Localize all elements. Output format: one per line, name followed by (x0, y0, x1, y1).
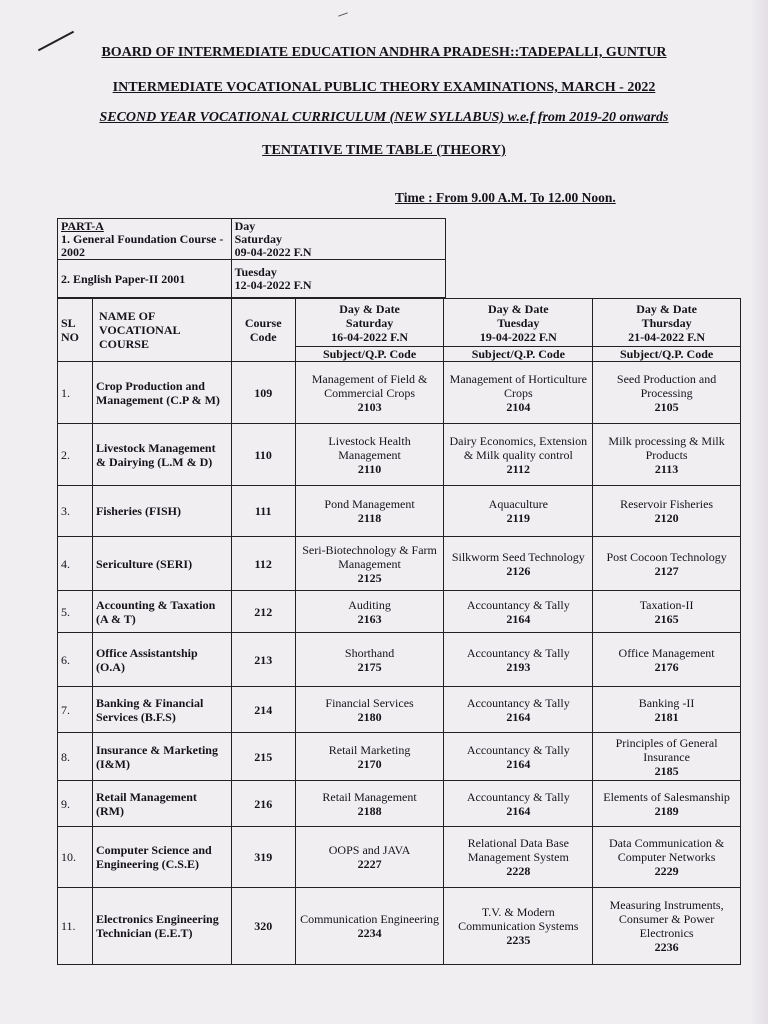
row-qp-code-1: 2118 (357, 511, 382, 525)
row-qp-code-1: 2110 (357, 461, 382, 476)
subhead-2: Subject/Q.P. Code (444, 347, 593, 362)
row-subject-3: Taxation-II (639, 597, 694, 612)
row-subject-3: Data Communication & Computer Networks (608, 836, 725, 864)
row-qp-code-1: 2170 (357, 756, 382, 771)
row-sl: 10. (61, 850, 76, 864)
row-subject-1: Retail Marketing (328, 742, 411, 757)
row-subject-1: OOPS and JAVA (328, 843, 411, 857)
row-sl: 11. (61, 919, 76, 933)
row-sl: 2. (61, 447, 70, 462)
row-qp-code-2: 2228 (506, 864, 531, 878)
row-course-name: Computer Science and Engineering (C.S.E) (95, 843, 212, 871)
row-qp-code-3: 2185 (654, 763, 679, 778)
row-qp-code-3: 2127 (654, 563, 679, 578)
day-header-1 (295, 299, 444, 347)
row-course-code: 320 (254, 919, 273, 933)
row-qp-code-1: 2234 (357, 926, 382, 940)
part-a-date-2: 12-04-2022 F.N (234, 277, 312, 292)
col-header-name: NAME OF VOCATIONAL COURSE (92, 299, 231, 362)
part-a-title: PART-A (61, 219, 104, 233)
timetable-rows (58, 362, 741, 965)
row-sl: 9. (61, 796, 70, 811)
row-sl: 6. (61, 652, 70, 667)
row-qp-code-1: 2180 (357, 709, 382, 724)
row-subject-3: Post Cocoon Technology (606, 549, 727, 564)
table-row (58, 486, 741, 537)
day-header-1-l3: 16-04-2022 F.N (331, 329, 408, 344)
row-course-name: Accounting & Taxation (A & T) (95, 597, 216, 626)
day-header-2-l1: Day & Date (487, 301, 549, 316)
day-header-3-l2: Thursday (641, 315, 692, 330)
table-row (58, 424, 741, 486)
row-course-code: 112 (254, 556, 272, 571)
row-qp-code-1: 2175 (357, 659, 382, 674)
row-qp-code-3: 2105 (654, 399, 679, 414)
row-subject-2: Relational Data Base Management System (467, 836, 569, 864)
part-a-day-header: Day (234, 219, 256, 233)
row-qp-code-2: 2164 (506, 756, 531, 771)
row-qp-code-3: 2165 (654, 611, 679, 626)
row-subject-2: Silkworm Seed Technology (451, 549, 585, 564)
row-sl: 8. (61, 749, 70, 764)
pen-mark-small (338, 12, 348, 16)
row-course-code: 111 (254, 504, 272, 518)
subhead-1: Subject/Q.P. Code (295, 347, 444, 362)
row-sl: 4. (61, 556, 70, 571)
row-subject-3: Principles of General Insurance (615, 735, 718, 764)
table-row (58, 733, 741, 781)
row-sl: 1. (61, 385, 70, 400)
row-sl: 5. (61, 604, 70, 619)
part-a-day-1: Saturday (234, 232, 282, 246)
vocational-timetable (57, 298, 741, 965)
row-qp-code-1: 2188 (357, 803, 382, 818)
table-row (58, 687, 741, 733)
row-course-name: Crop Production and Management (C.P & M) (95, 378, 220, 407)
row-subject-1: Pond Management (324, 497, 415, 511)
row-course-name: Banking & Financial Services (B.F.S) (95, 695, 204, 724)
row-course-name: Fisheries (FISH) (95, 504, 181, 518)
row-subject-1: Seri-Biotechnology & Farm Management (302, 542, 437, 571)
row-course-name: Sericulture (SERI) (95, 556, 193, 571)
row-course-name: Office Assistantship (O.A) (95, 645, 198, 674)
row-subject-1: Auditing (348, 597, 391, 612)
row-subject-2: Dairy Economics, Extension & Milk quality control (449, 433, 588, 462)
day-header-2-l3: 19-04-2022 F.N (479, 329, 557, 344)
row-qp-code-1: 2125 (357, 570, 382, 585)
row-subject-2: Accountancy & Tally (466, 789, 570, 804)
row-subject-3: Seed Production and Processing (616, 371, 717, 400)
table-row (58, 591, 741, 633)
part-a-table (57, 218, 446, 298)
row-subject-2: T.V. & Modern Communication Systems (458, 905, 579, 933)
day-header-2-l2: Tuesday (497, 315, 540, 330)
row-subject-1: Financial Services (325, 695, 414, 710)
row-sl: 3. (61, 504, 70, 518)
table-row (58, 888, 741, 965)
day-header-2 (444, 299, 593, 347)
row-subject-2: Accountancy & Tally (466, 645, 570, 660)
part-a-course-2: 2. English Paper-II 2001 (58, 260, 232, 298)
row-qp-code-3: 2181 (654, 709, 679, 724)
row-subject-3: Milk processing & Milk Products (608, 433, 725, 462)
col-header-sl: SL NO (58, 299, 93, 362)
row-course-code: 214 (254, 702, 273, 717)
row-qp-code-2: 2235 (506, 933, 531, 947)
row-qp-code-2: 2126 (506, 563, 531, 578)
row-qp-code-3: 2113 (654, 461, 679, 476)
day-header-3 (593, 299, 741, 347)
row-qp-code-2: 2112 (506, 461, 530, 476)
row-course-code: 215 (254, 749, 273, 764)
row-qp-code-3: 2229 (654, 864, 679, 878)
part-a-course-1: 1. General Foundation Course - 2002 (61, 232, 224, 259)
row-course-name: Insurance & Marketing (I&M) (95, 742, 218, 771)
day-header-3-l1: Day & Date (636, 301, 697, 316)
row-subject-2: Accountancy & Tally (466, 742, 570, 757)
row-qp-code-3: 2189 (654, 803, 679, 818)
row-subject-3: Reservoir Fisheries (620, 497, 714, 511)
row-qp-code-2: 2119 (506, 511, 530, 525)
day-header-3-l3: 21-04-2022 F.N (628, 329, 706, 344)
col-header-code: Course Code (231, 299, 295, 362)
row-subject-3: Banking -II (638, 695, 695, 710)
row-qp-code-2: 2193 (506, 659, 531, 674)
exam-time: Time : From 9.00 A.M. To 12.00 Noon. (395, 190, 616, 205)
part-a-day-cell (231, 219, 445, 260)
day-header-1-l1: Day & Date (339, 301, 400, 316)
board-title: BOARD OF INTERMEDIATE EDUCATION ANDHRA PRADESH::TADEPALLI, GUNTUR (101, 45, 667, 60)
row-qp-code-1: 2227 (357, 857, 382, 871)
timetable-title: TENTATIVE TIME TABLE (THEORY) (262, 143, 506, 158)
row-subject-3: Elements of Salesmanship (603, 789, 730, 804)
row-course-code: 212 (254, 604, 273, 619)
row-course-name: Retail Management (RM) (95, 789, 197, 818)
row-subject-1: Communication Engineering (300, 912, 440, 926)
row-subject-2: Management of Horticulture Crops (449, 371, 587, 400)
row-course-name: Livestock Management & Dairying (L.M & D) (95, 440, 216, 469)
row-subject-1: Livestock Health Management (328, 433, 411, 462)
row-qp-code-3: 2120 (654, 511, 679, 525)
row-course-code: 213 (254, 652, 273, 667)
row-qp-code-2: 2104 (506, 399, 531, 414)
part-a-day-2: Tuesday (234, 264, 277, 279)
table-row (58, 781, 741, 827)
row-qp-code-2: 2164 (506, 803, 531, 818)
row-subject-2: Aquaculture (488, 497, 548, 511)
table-row (58, 537, 741, 591)
part-a-date-1: 09-04-2022 F.N (234, 245, 312, 259)
row-course-name: Electronics Engineering Technician (E.E.T) (95, 912, 219, 940)
row-qp-code-3: 2236 (654, 940, 679, 954)
table-row (58, 633, 741, 687)
row-subject-1: Shorthand (344, 645, 395, 660)
part-a-day-cell-2 (231, 260, 445, 298)
subhead-3: Subject/Q.P. Code (593, 347, 741, 362)
row-course-code: 319 (254, 850, 273, 864)
row-subject-2: Accountancy & Tally (466, 597, 570, 612)
part-a-cell (58, 219, 232, 260)
row-subject-2: Accountancy & Tally (466, 695, 570, 710)
row-qp-code-3: 2176 (654, 659, 679, 674)
curriculum-title: SECOND YEAR VOCATIONAL CURRICULUM (NEW SYLLABUS) w.e.f from 2019-20 onwards (99, 110, 669, 125)
table-row (58, 827, 741, 888)
row-qp-code-2: 2164 (506, 709, 531, 724)
day-header-1-l2: Saturday (345, 315, 394, 330)
row-subject-1: Management of Field & Commercial Crops (311, 371, 428, 400)
table-row (58, 362, 741, 424)
row-subject-3: Measuring Instruments, Consumer & Power Electronics (609, 898, 724, 940)
row-course-code: 216 (254, 796, 273, 811)
exam-title: INTERMEDIATE VOCATIONAL PUBLIC THEORY EXAMINATIONS, MARCH - 2022 (112, 80, 656, 95)
row-subject-1: Retail Management (322, 789, 417, 804)
row-subject-3: Office Management (618, 645, 715, 660)
row-sl: 7. (61, 702, 70, 717)
row-course-code: 109 (254, 385, 273, 400)
row-qp-code-1: 2103 (357, 399, 382, 414)
row-qp-code-2: 2164 (506, 611, 531, 626)
row-course-code: 110 (254, 447, 272, 462)
row-qp-code-1: 2163 (357, 611, 382, 626)
